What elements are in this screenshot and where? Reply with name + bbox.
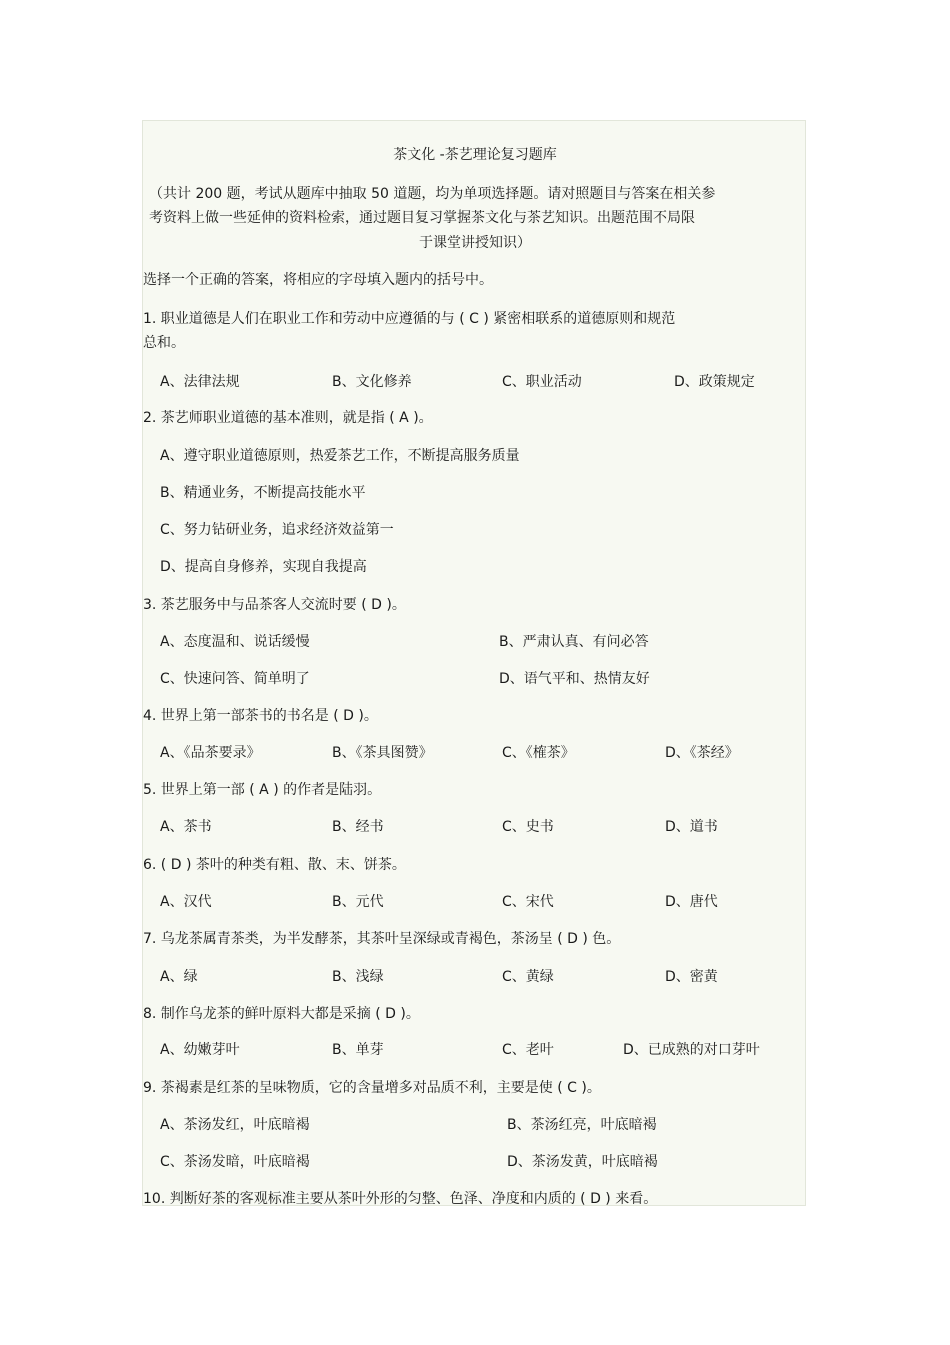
option-d: D、政策规定 [674,374,755,390]
document-page [142,120,806,1206]
intro-line-2: 考资料上做一些延伸的资料检索，通过题目复习掌握茶文化与茶艺知识。出题范围不局限 [149,210,695,226]
option-c: C、黄绿 [502,969,554,985]
intro-line-1: （共计 200 题，考试从题库中抽取 50 道题，均为单项选择题。请对照题目与答案在相关参 [149,186,716,202]
option-c: C、老叶 [502,1042,554,1058]
option-d: D、已成熟的对口芽叶 [623,1042,760,1058]
question-stem: 8. 制作乌龙茶的鲜叶原料大都是采摘 ( D )。 [143,1006,420,1022]
option-a: A、法律法规 [160,374,240,390]
option-c: C、《榷茶》 [502,745,575,761]
question-stem: 10. 判断好茶的客观标准主要从茶叶外形的匀整、色泽、净度和内质的 ( D ) 来看。 [143,1191,658,1206]
question-stem: 3. 茶艺服务中与品茶客人交流时要 ( D )。 [143,597,406,613]
option-a: A、绿 [160,969,198,985]
question-stem: 1. 职业道德是人们在职业工作和劳动中应遵循的与 ( C ) 紧密相联系的道德原则和规范 [143,311,676,327]
option-b: B、严肃认真、有问必答 [499,634,649,650]
instruction: 选择一个正确的答案，将相应的字母填入题内的括号中。 [143,272,493,288]
option-b: B、单芽 [332,1042,384,1058]
question-stem-continued: 总和。 [143,335,185,351]
option-d: D、密黄 [665,969,718,985]
option-c: C、宋代 [502,894,554,910]
document-title: 茶文化 -茶艺理论复习题库 [393,147,557,163]
question-stem: 7. 乌龙茶属青茶类，为半发酵茶，其茶叶呈深绿或青褐色，茶汤呈 ( D ) 色。 [143,931,621,947]
option-c: C、努力钻研业务，追求经济效益第一 [160,522,394,538]
question-stem: 6. ( D ) 茶叶的种类有粗、散、末、饼茶。 [143,857,406,873]
option-a: A、汉代 [160,894,212,910]
option-b: B、文化修养 [332,374,412,390]
option-d: D、语气平和、热情友好 [499,671,650,687]
option-c: C、快速问答、简单明了 [160,671,310,687]
option-b: B、精通业务，不断提高技能水平 [160,485,366,501]
question-stem: 2. 茶艺师职业道德的基本准则，就是指 ( A )。 [143,410,433,426]
option-b: B、《茶具图赞》 [332,745,433,761]
option-b: B、茶汤红亮，叶底暗褐 [507,1117,657,1133]
option-a: A、态度温和、说话缓慢 [160,634,310,650]
option-b: B、浅绿 [332,969,384,985]
option-d: D、茶汤发黄，叶底暗褐 [507,1154,658,1170]
intro-line-3: 于课堂讲授知识） [419,235,531,251]
option-d: D、《茶经》 [665,745,739,761]
question-stem: 9. 茶褐素是红茶的呈味物质，它的含量增多对品质不利，主要是使 ( C )。 [143,1080,601,1096]
option-a: A、茶汤发红，叶底暗褐 [160,1117,310,1133]
option-c: C、职业活动 [502,374,582,390]
option-a: A、遵守职业道德原则，热爱茶艺工作，不断提高服务质量 [160,448,520,464]
option-c: C、史书 [502,819,554,835]
question-stem: 4. 世界上第一部茶书的书名是 ( D )。 [143,708,378,724]
option-d: D、提高自身修养，实现自我提高 [160,559,367,575]
option-a: A、《品茶要录》 [160,745,261,761]
option-b: B、元代 [332,894,384,910]
option-a: A、茶书 [160,819,212,835]
option-c: C、茶汤发暗，叶底暗褐 [160,1154,310,1170]
question-stem: 5. 世界上第一部 ( A ) 的作者是陆羽。 [143,782,382,798]
option-b: B、经书 [332,819,384,835]
option-a: A、幼嫩芽叶 [160,1042,240,1058]
option-d: D、唐代 [665,894,718,910]
option-d: D、道书 [665,819,718,835]
